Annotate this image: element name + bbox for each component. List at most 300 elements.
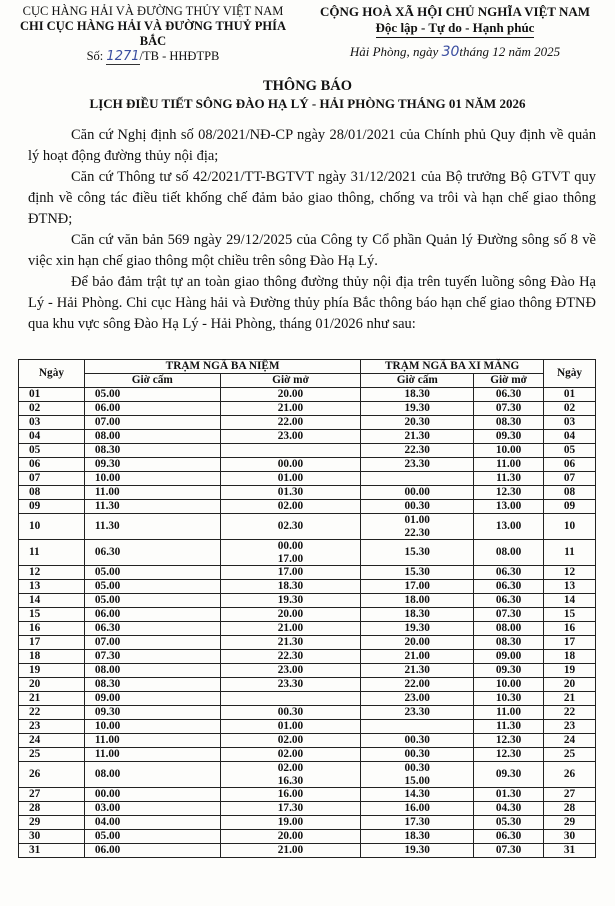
- station1-close-cell: [84, 472, 220, 486]
- day-cell-left: 30: [19, 830, 85, 844]
- time-value: 15.30: [404, 566, 430, 579]
- day-cell-left: 25: [19, 748, 85, 762]
- station2-close-cell: [361, 664, 474, 678]
- station1-close-cell: [84, 636, 220, 650]
- station1-close-cell: [84, 816, 220, 830]
- day-cell-left: 01: [19, 388, 85, 402]
- table-row: [19, 566, 596, 580]
- station1-open-cell: [220, 664, 361, 678]
- time-value: 05.30: [495, 816, 522, 829]
- time-value: 05.00: [94, 594, 121, 607]
- day-cell-right: 03: [544, 416, 596, 430]
- document-title: THÔNG BÁO: [262, 78, 353, 94]
- time-value: 19.30: [404, 402, 430, 415]
- day-cell-right: 26: [544, 762, 596, 788]
- time-value: 23.30: [277, 678, 304, 691]
- station2-close-cell: [361, 458, 474, 472]
- table-row: [19, 636, 596, 650]
- station1-open-cell: [220, 788, 361, 802]
- header-close-time: Giờ cấm: [361, 374, 474, 388]
- day-cell-right: 15: [544, 608, 596, 622]
- time-value: 01.30: [277, 486, 304, 499]
- time-value: 17.00: [404, 580, 430, 593]
- time-value: 14.30: [404, 788, 430, 801]
- station2-open-cell: [474, 734, 544, 748]
- time-value: 21.00: [404, 650, 430, 663]
- table-row: [19, 762, 596, 788]
- day-cell-left: 07: [19, 472, 85, 486]
- day-cell-right: 16: [544, 622, 596, 636]
- issuer-agency: CHI CỤC HÀNG HẢI VÀ ĐƯỜNG THUỶ PHÍA BẮC: [19, 19, 287, 48]
- station2-close-cell: [361, 416, 474, 430]
- day-cell-right: 30: [544, 830, 596, 844]
- table-row: [19, 472, 596, 486]
- day-cell-right: 19: [544, 664, 596, 678]
- time-value: 21.00: [277, 844, 304, 857]
- paragraph: Để bảo đảm trật tự an toàn giao thông đường thủy nội địa trên tuyến luồng sông Đào Hạ Lý - Hải Phòng. Chi cục Hàng hải và Đường thủy phía Bắc thông báo hạn chế giao thông ĐTNĐ qua khu vực sông Đào Hạ Lý - Hải Phòng, tháng 01/2026 như sau:: [28, 274, 596, 332]
- time-value: 08.00: [495, 622, 522, 635]
- station2-open-cell: [474, 486, 544, 500]
- station1-close-cell: [84, 430, 220, 444]
- station2-open-cell: [474, 830, 544, 844]
- day-cell-right: 21: [544, 692, 596, 706]
- time-value: 11.00: [94, 734, 120, 747]
- station1-close-cell: [84, 788, 220, 802]
- station2-open-cell: [474, 608, 544, 622]
- time-value: 16.00: [404, 802, 430, 815]
- station1-open-cell: [220, 650, 361, 664]
- paragraph: Căn cứ Nghị định số 08/2021/NĐ-CP ngày 28/01/2021 của Chính phủ Quy định về quản lý hoạt động đường thủy nội địa;: [28, 127, 596, 164]
- time-value: 06.00: [94, 844, 121, 857]
- station1-close-cell: [84, 650, 220, 664]
- document-body: [28, 125, 596, 335]
- day-cell-right: 22: [544, 706, 596, 720]
- table-row: [19, 830, 596, 844]
- table-row: [19, 594, 596, 608]
- day-cell-right: 18: [544, 650, 596, 664]
- time-value: 00.00: [277, 458, 304, 471]
- station2-open-cell: [474, 458, 544, 472]
- time-value: 19.30: [277, 594, 304, 607]
- time-value: 09.30: [495, 664, 522, 677]
- time-value: 17.30: [404, 816, 430, 829]
- day-cell-left: 21: [19, 692, 85, 706]
- station2-close-cell: [361, 580, 474, 594]
- day-cell-left: 16: [19, 622, 85, 636]
- time-value: 12.30: [495, 486, 522, 499]
- day-cell-left: 26: [19, 762, 85, 788]
- station2-open-cell: [474, 416, 544, 430]
- day-cell-right: 31: [544, 844, 596, 858]
- time-value: 18.30: [404, 608, 430, 621]
- header-day-right: Ngày: [544, 360, 596, 388]
- day-cell-right: 08: [544, 486, 596, 500]
- time-value: 09.30: [495, 768, 522, 781]
- station2-close-cell: [361, 388, 474, 402]
- station1-open-cell: [220, 748, 361, 762]
- header-day-left: Ngày: [19, 360, 85, 388]
- station1-close-cell: [84, 622, 220, 636]
- day-cell-left: 14: [19, 594, 85, 608]
- time-value: 08.00: [495, 546, 522, 559]
- day-cell-right: 17: [544, 636, 596, 650]
- time-value: 20.00: [277, 388, 304, 401]
- time-value: 00.30: [404, 748, 430, 761]
- time-value: 09.30: [495, 430, 522, 443]
- date-prefix: Hải Phòng, ngày: [349, 44, 442, 59]
- table-row: [19, 402, 596, 416]
- time-value: 06.30: [495, 580, 522, 593]
- document-number-suffix: /TB - HHĐTPB: [139, 49, 220, 63]
- station2-close-cell: [361, 540, 474, 566]
- time-value: 08.30: [495, 636, 522, 649]
- station1-open-cell: [220, 566, 361, 580]
- paragraph: Căn cứ Thông tư số 42/2021/TT-BGTVT ngày 31/12/2021 của Bộ trưởng Bộ GTVT quy định về công tác điều tiết khống chế đảm bảo giao thông, chống va trôi và hạn chế giao thông ĐTNĐ;: [28, 169, 596, 227]
- time-value: 02.30: [277, 520, 304, 533]
- time-value: 00.30: [404, 500, 430, 513]
- table-row: [19, 788, 596, 802]
- time-value: 08.30: [94, 678, 121, 691]
- station2-close-cell: [361, 402, 474, 416]
- station2-close-cell: [361, 692, 474, 706]
- station1-open-cell: [220, 830, 361, 844]
- time-value: 22.30: [404, 526, 430, 539]
- day-cell-left: 29: [19, 816, 85, 830]
- time-value: 05.00: [94, 580, 121, 593]
- date-day-handwritten: 30: [441, 44, 460, 60]
- station2-open-cell: [474, 650, 544, 664]
- time-value: 19.30: [404, 844, 430, 857]
- document-number-handwritten: 1271: [106, 49, 140, 64]
- table-row: [19, 816, 596, 830]
- station2-open-cell: [474, 500, 544, 514]
- day-cell-right: 10: [544, 514, 596, 540]
- time-value: 11.30: [496, 472, 521, 485]
- time-value: 13.00: [495, 500, 522, 513]
- day-cell-left: 23: [19, 720, 85, 734]
- day-cell-right: 27: [544, 788, 596, 802]
- day-cell-right: 04: [544, 430, 596, 444]
- station1-open-cell: [220, 500, 361, 514]
- station2-close-cell: [361, 734, 474, 748]
- station1-close-cell: [84, 734, 220, 748]
- time-value: 16.00: [277, 788, 304, 801]
- station2-close-cell: [361, 816, 474, 830]
- station2-open-cell: [474, 566, 544, 580]
- station1-close-cell: [84, 762, 220, 788]
- station2-close-cell: [361, 720, 474, 734]
- table-row: [19, 720, 596, 734]
- station1-open-cell: [220, 720, 361, 734]
- time-value: 05.00: [94, 566, 121, 579]
- time-value: 00.00: [94, 788, 121, 801]
- table-row: [19, 486, 596, 500]
- time-value: 00.30: [404, 734, 430, 747]
- time-value: 08.00: [94, 664, 121, 677]
- time-value: 07.30: [94, 650, 121, 663]
- table-row: [19, 388, 596, 402]
- day-cell-left: 18: [19, 650, 85, 664]
- station1-close-cell: [84, 500, 220, 514]
- time-value: 11.30: [94, 500, 120, 513]
- station2-open-cell: [474, 816, 544, 830]
- day-cell-left: 04: [19, 430, 85, 444]
- time-value: 15.30: [404, 546, 430, 559]
- time-value: 07.30: [495, 844, 522, 857]
- day-cell-right: 28: [544, 802, 596, 816]
- station2-open-cell: [474, 594, 544, 608]
- day-cell-right: 06: [544, 458, 596, 472]
- station1-close-cell: [84, 678, 220, 692]
- day-cell-right: 24: [544, 734, 596, 748]
- table-row: [19, 678, 596, 692]
- header-open-time: Giờ mở: [474, 374, 544, 388]
- time-value: 21.30: [404, 430, 430, 443]
- time-value: 10.00: [495, 444, 522, 457]
- station1-open-cell: [220, 802, 361, 816]
- time-value: 20.00: [277, 608, 304, 621]
- time-value: 06.30: [94, 622, 121, 635]
- table-row: [19, 844, 596, 858]
- station2-open-cell: [474, 802, 544, 816]
- day-cell-left: 22: [19, 706, 85, 720]
- time-value: 05.00: [94, 388, 121, 401]
- table-row: [19, 540, 596, 566]
- time-value: 11.00: [94, 748, 120, 761]
- day-cell-left: 31: [19, 844, 85, 858]
- time-value: 02.00: [277, 734, 304, 747]
- day-cell-left: 12: [19, 566, 85, 580]
- schedule-rows: [19, 388, 596, 858]
- day-cell-left: 28: [19, 802, 85, 816]
- station2-open-cell: [474, 748, 544, 762]
- time-value: 22.00: [404, 678, 430, 691]
- time-value: 12.30: [495, 734, 522, 747]
- table-row: [19, 692, 596, 706]
- station2-close-cell: [361, 844, 474, 858]
- time-value: 22.30: [404, 444, 430, 457]
- time-value: 00.00: [277, 540, 304, 552]
- station1-close-cell: [84, 844, 220, 858]
- station2-close-cell: [361, 594, 474, 608]
- issuer-block: [8, 4, 298, 64]
- day-cell-left: 15: [19, 608, 85, 622]
- time-value: 00.30: [404, 762, 430, 774]
- time-value: 01.30: [495, 788, 522, 801]
- time-value: 23.00: [277, 664, 304, 677]
- station2-open-cell: [474, 678, 544, 692]
- station1-open-cell: [220, 514, 361, 540]
- time-value: 17.30: [277, 802, 304, 815]
- station2-open-cell: [474, 762, 544, 788]
- time-value: 10.00: [495, 678, 522, 691]
- station1-open-cell: [220, 706, 361, 720]
- station2-open-cell: [474, 444, 544, 458]
- station2-open-cell: [474, 692, 544, 706]
- paragraph: Căn cứ văn bản 569 ngày 29/12/2025 của Công ty Cổ phần Quản lý Đường sông số 8 về việc xin hạn chế giao thông một chiều trên sông Đào Hạ Lý.: [28, 232, 596, 269]
- station1-open-cell: [220, 458, 361, 472]
- time-value: 06.00: [94, 402, 121, 415]
- day-cell-right: 11: [544, 540, 596, 566]
- time-value: 01.00: [404, 514, 430, 526]
- time-value: 19.30: [404, 622, 430, 635]
- time-value: 16.30: [277, 774, 304, 787]
- time-value: 08.00: [94, 768, 121, 781]
- time-value: 07.00: [94, 636, 121, 649]
- time-value: 13.00: [495, 520, 522, 533]
- station2-close-cell: [361, 706, 474, 720]
- time-value: 06.00: [94, 608, 121, 621]
- time-value: 11.00: [496, 706, 521, 719]
- station1-close-cell: [84, 416, 220, 430]
- time-value: 07.00: [94, 416, 121, 429]
- time-value: 19.00: [277, 816, 304, 829]
- time-value: 09.30: [94, 706, 121, 719]
- day-cell-right: 09: [544, 500, 596, 514]
- time-value: 18.30: [277, 580, 304, 593]
- station2-close-cell: [361, 830, 474, 844]
- header-station-1: TRẠM NGÃ BA NIỆM: [84, 360, 360, 374]
- day-cell-left: 17: [19, 636, 85, 650]
- time-value: 06.30: [495, 830, 522, 843]
- station2-open-cell: [474, 430, 544, 444]
- time-value: 20.00: [277, 830, 304, 843]
- station2-open-cell: [474, 472, 544, 486]
- time-value: 23.30: [404, 706, 430, 719]
- time-value: 18.30: [404, 830, 430, 843]
- country-name: CỘNG HOÀ XÃ HỘI CHỦ NGHĨA VIỆT NAM: [319, 4, 591, 19]
- time-value: 10.00: [94, 720, 121, 733]
- time-value: 23.00: [277, 430, 304, 443]
- station2-close-cell: [361, 802, 474, 816]
- time-value: 09.00: [495, 650, 522, 663]
- station1-open-cell: [220, 388, 361, 402]
- station2-close-cell: [361, 514, 474, 540]
- station1-open-cell: [220, 608, 361, 622]
- station2-close-cell: [361, 608, 474, 622]
- time-value: 10.30: [495, 692, 522, 705]
- day-cell-right: 23: [544, 720, 596, 734]
- header-open-time: Giờ mở: [220, 374, 361, 388]
- time-value: 18.30: [404, 388, 430, 401]
- day-cell-right: 12: [544, 566, 596, 580]
- time-value: 05.00: [94, 830, 121, 843]
- station2-open-cell: [474, 388, 544, 402]
- station1-close-cell: [84, 514, 220, 540]
- day-cell-left: 19: [19, 664, 85, 678]
- table-row: [19, 748, 596, 762]
- station1-close-cell: [84, 444, 220, 458]
- document-number: [8, 49, 298, 64]
- time-value: 21.00: [277, 402, 304, 415]
- station2-open-cell: [474, 664, 544, 678]
- document-date: [300, 44, 610, 60]
- station2-open-cell: [474, 514, 544, 540]
- station1-close-cell: [84, 566, 220, 580]
- document-subtitle: LỊCH ĐIỀU TIẾT SÔNG ĐÀO HẠ LÝ - HẢI PHÒNG THÁNG 01 NĂM 2026: [89, 96, 526, 111]
- station1-close-cell: [84, 608, 220, 622]
- station2-close-cell: [361, 748, 474, 762]
- day-cell-right: 25: [544, 748, 596, 762]
- date-suffix: tháng 12 năm 2025: [459, 44, 561, 59]
- station1-close-cell: [84, 692, 220, 706]
- station1-open-cell: [220, 402, 361, 416]
- day-cell-right: 07: [544, 472, 596, 486]
- station2-close-cell: [361, 486, 474, 500]
- time-value: 22.00: [277, 416, 304, 429]
- table-row: [19, 500, 596, 514]
- time-value: 23.00: [404, 692, 430, 705]
- time-value: 11.30: [94, 520, 120, 533]
- station1-close-cell: [84, 802, 220, 816]
- station2-close-cell: [361, 636, 474, 650]
- station2-close-cell: [361, 444, 474, 458]
- table-row: [19, 580, 596, 594]
- national-header: [300, 4, 610, 60]
- time-value: 21.30: [277, 636, 304, 649]
- header-close-time: Giờ cấm: [84, 374, 220, 388]
- time-value: 00.00: [404, 486, 430, 499]
- station1-close-cell: [84, 830, 220, 844]
- station1-open-cell: [220, 734, 361, 748]
- station1-close-cell: [84, 486, 220, 500]
- header-station-2: TRẠM NGÃ BA XI MĂNG: [361, 360, 544, 374]
- station1-open-cell: [220, 692, 361, 706]
- time-value: 08.30: [94, 444, 121, 457]
- day-cell-left: 02: [19, 402, 85, 416]
- time-value: 02.00: [277, 500, 304, 513]
- station2-open-cell: [474, 580, 544, 594]
- time-value: 08.00: [94, 430, 121, 443]
- table-row: [19, 416, 596, 430]
- station2-close-cell: [361, 762, 474, 788]
- station1-close-cell: [84, 388, 220, 402]
- time-value: 17.00: [277, 566, 304, 579]
- time-value: 02.00: [277, 762, 304, 774]
- station2-open-cell: [474, 636, 544, 650]
- time-value: 01.00: [277, 472, 304, 485]
- day-cell-right: 20: [544, 678, 596, 692]
- day-cell-right: 02: [544, 402, 596, 416]
- station2-open-cell: [474, 844, 544, 858]
- time-value: 07.30: [495, 608, 522, 621]
- station2-close-cell: [361, 500, 474, 514]
- station2-open-cell: [474, 540, 544, 566]
- time-value: 21.00: [277, 622, 304, 635]
- station1-close-cell: [84, 402, 220, 416]
- time-value: 15.00: [404, 774, 430, 787]
- time-value: 01.00: [277, 720, 304, 733]
- day-cell-left: 05: [19, 444, 85, 458]
- station1-close-cell: [84, 458, 220, 472]
- table-row: [19, 650, 596, 664]
- time-value: 20.00: [404, 636, 430, 649]
- day-cell-left: 27: [19, 788, 85, 802]
- station1-close-cell: [84, 720, 220, 734]
- time-value: 12.30: [495, 748, 522, 761]
- station1-open-cell: [220, 430, 361, 444]
- station2-open-cell: [474, 720, 544, 734]
- time-value: 06.30: [495, 388, 522, 401]
- time-value: 11.00: [94, 486, 120, 499]
- schedule-table: [18, 359, 596, 858]
- table-row: [19, 458, 596, 472]
- station1-close-cell: [84, 540, 220, 566]
- time-value: 11.00: [496, 458, 521, 471]
- table-row: [19, 514, 596, 540]
- station2-open-cell: [474, 788, 544, 802]
- day-cell-left: 13: [19, 580, 85, 594]
